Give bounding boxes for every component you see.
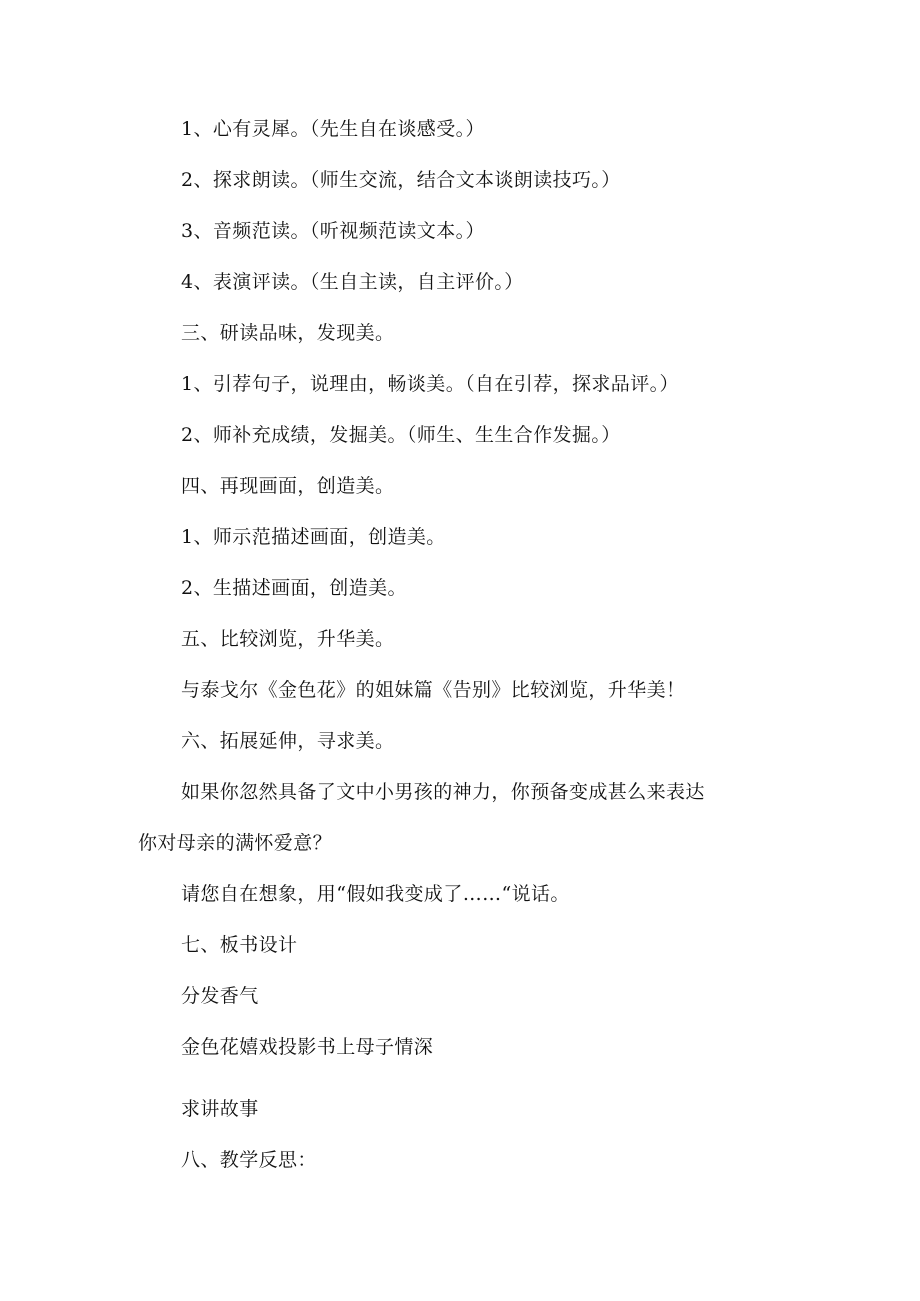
paragraph-question-line-2: 你对母亲的满怀爱意？ <box>138 832 333 854</box>
item-teacher-supplement: 2、师补充成绩，发掘美。（师生、生生合作发掘。） <box>181 424 621 446</box>
item-explore-reading: 2、探求朗读。（师生交流，结合文本谈朗读技巧。） <box>181 169 621 191</box>
paragraph-imagine: 请您自在想象，用“假如我变成了……“说话。 <box>181 883 570 905</box>
item-teacher-describe: 1、师示范描述画面，创造美。 <box>181 526 446 548</box>
paragraph-question-line-1: 如果你忽然具备了文中小男孩的神力，你预备变成甚么来表达 <box>181 781 705 803</box>
item-heart-connection: 1、心有灵犀。（先生自在谈感受。） <box>181 118 485 140</box>
board-design-line-2: 金色花嬉戏投影书上母子情深 <box>181 1036 434 1058</box>
item-audio-model-reading: 3、音频范读。（听视频范读文本。） <box>181 220 485 242</box>
section-heading-3: 三、研读品味，发现美。 <box>181 322 395 344</box>
section-heading-8: 八、教学反思： <box>181 1149 317 1171</box>
section-heading-4: 四、再现画面，创造美。 <box>181 475 395 497</box>
board-design-line-3: 求讲故事 <box>181 1098 259 1120</box>
board-design-line-1: 分发香气 <box>181 985 259 1007</box>
paragraph-compare: 与泰戈尔《金色花》的姐妹篇《告别》比较浏览，升华美！ <box>181 679 686 701</box>
section-heading-7: 七、板书设计 <box>181 934 298 956</box>
item-student-describe: 2、生描述画面，创造美。 <box>181 577 407 599</box>
item-performance-reading: 4、表演评读。（生自主读，自主评价。） <box>181 271 524 293</box>
item-recommend-sentences: 1、引荐句子，说理由，畅谈美。（自在引荐，探求品评。） <box>181 373 679 395</box>
section-heading-5: 五、比较浏览，升华美。 <box>181 628 395 650</box>
section-heading-6: 六、拓展延伸，寻求美。 <box>181 730 395 752</box>
